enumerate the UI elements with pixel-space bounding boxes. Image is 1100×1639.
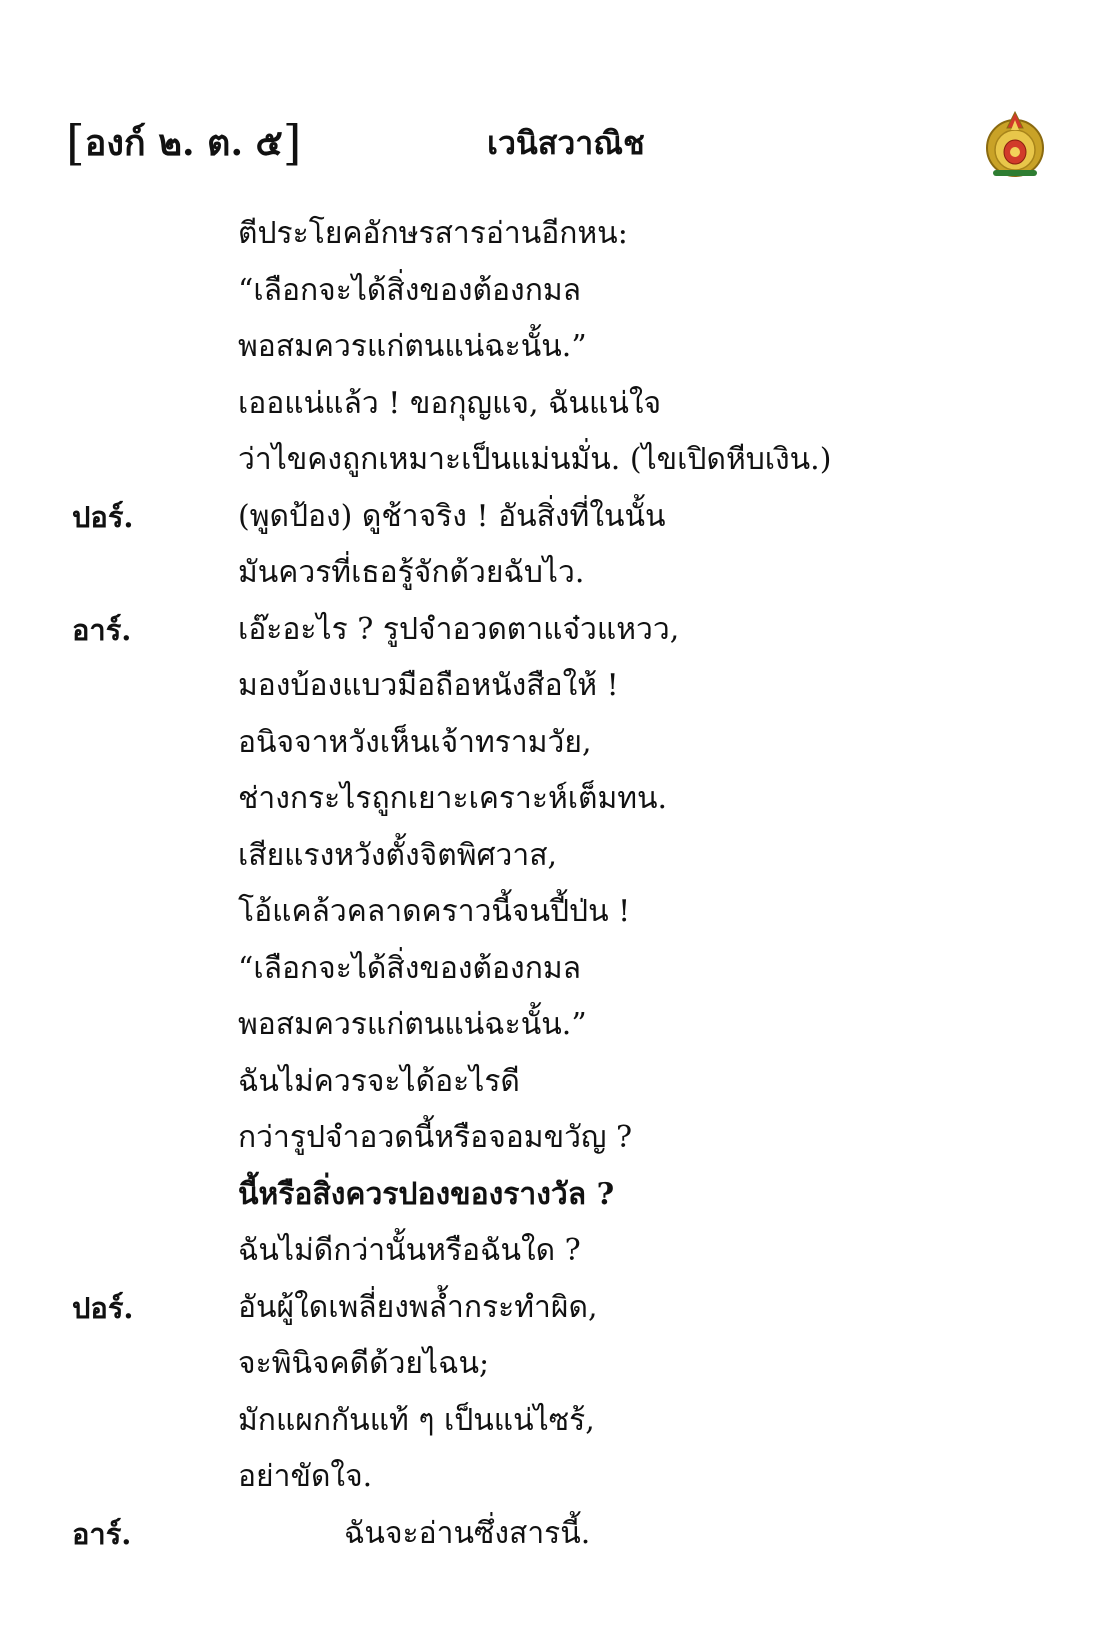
verse-line xyxy=(0,662,1100,719)
line-text: “เลือกจะได้สิ่งของต้องกมล xyxy=(238,272,582,308)
speaker-label: อาร์. xyxy=(72,612,132,647)
line-text: “เลือกจะได้สิ่งของต้องกมล xyxy=(238,950,582,986)
verse-line xyxy=(0,323,1100,380)
line-text: ฉันไม่ดีกว่านั้นหรือฉันใด ? xyxy=(238,1233,581,1268)
line-text: พอสมควรแก่ตนแน่ฉะนั้น.” xyxy=(238,1007,587,1042)
line-text: ตีประโยคอักษรสารอ่านอีกหน: xyxy=(238,216,628,251)
verse-line xyxy=(0,888,1100,945)
line-text: โอ้แคล้วคลาดคราวนี้จนปี้ป่น ! xyxy=(238,894,631,929)
verse-line xyxy=(0,1058,1100,1115)
speaker-label: ปอร์. xyxy=(72,1290,134,1325)
line-text: ช่างกระไรถูกเยาะเคราะห์เต็มทน. xyxy=(238,781,668,816)
verse-line xyxy=(0,1114,1100,1171)
act-scene-reference xyxy=(66,114,302,171)
ref-open-bracket: [ xyxy=(66,115,85,171)
verse-line xyxy=(0,606,1100,663)
line-text: มองบ้องแบวมือถือหนังสือให้ ! xyxy=(238,668,619,703)
line-text: อนิจจาหวังเห็นเจ้าทรามวัย, xyxy=(238,724,592,760)
line-text: ว่าไขคงถูกเหมาะเป็นแม่นมั่น. (ไขเปิดหีบเงิน.) xyxy=(238,442,832,477)
verse-line xyxy=(0,380,1100,437)
verse-lines xyxy=(0,210,1100,1566)
line-text: เออแน่แล้ว ! ขอกุญแจ, ฉันแน่ใจ xyxy=(238,385,662,421)
line-text: เอ๊ะอะไร ? รูปจำอวดตาแจ๋วแหวว, xyxy=(238,611,680,647)
verse-line xyxy=(0,1284,1100,1341)
page-header xyxy=(0,108,1100,178)
line-text: ฉันจะอ่านซึ่งสารนี้. xyxy=(344,1515,591,1551)
verse-line xyxy=(0,1453,1100,1510)
verse-line xyxy=(0,1171,1100,1228)
line-text: กว่ารูปจำอวดนี้หรือจอมขวัญ ? xyxy=(238,1120,633,1155)
verse-line xyxy=(0,267,1100,324)
speaker-label: ปอร์. xyxy=(72,499,134,534)
verse-line xyxy=(0,775,1100,832)
verse-line xyxy=(0,436,1100,493)
verse-line xyxy=(0,210,1100,267)
verse-line xyxy=(0,945,1100,1002)
line-text: มันควรที่เธอรู้จักด้วยฉับไว. xyxy=(238,555,585,590)
ref-text: องก์ ๒. ต. ๕ xyxy=(84,122,283,164)
verse-line xyxy=(0,1397,1100,1454)
verse-line xyxy=(0,1340,1100,1397)
ref-close-bracket: ] xyxy=(282,115,302,171)
verse-line xyxy=(0,719,1100,776)
verse-line xyxy=(0,493,1100,550)
verse-line xyxy=(0,1001,1100,1058)
line-text: มักแผกกันแท้ ๆ เป็นแน่ไซร้, xyxy=(238,1402,595,1438)
speaker-label: อาร์. xyxy=(72,1516,132,1551)
line-text: เสียแรงหวังตั้งจิตพิศวาส, xyxy=(238,837,558,873)
line-text: (พูดป้อง) ดูช้าจริง ! อันสิ่งที่ในนั้น xyxy=(238,498,666,534)
line-text: อย่าขัดใจ. xyxy=(238,1459,373,1494)
line-text: อันผู้ใดเพลี่ยงพล้ำกระทำผิด, xyxy=(238,1289,598,1325)
line-text: พอสมควรแก่ตนแน่ฉะนั้น.” xyxy=(238,329,587,364)
seal-emblem-icon xyxy=(985,108,1045,178)
line-text: ฉันไม่ควรจะได้อะไรดี xyxy=(238,1063,520,1099)
verse-line xyxy=(0,1510,1100,1567)
line-text: จะพินิจคดีด้วยไฉน; xyxy=(238,1346,490,1381)
line-text: นี้หรือสิ่งควรปองของรางวัล ? xyxy=(238,1176,615,1212)
verse-line xyxy=(0,1227,1100,1284)
verse-line xyxy=(0,832,1100,889)
verse-line xyxy=(0,549,1100,606)
page-title: เวนิสวาณิช xyxy=(487,124,645,162)
